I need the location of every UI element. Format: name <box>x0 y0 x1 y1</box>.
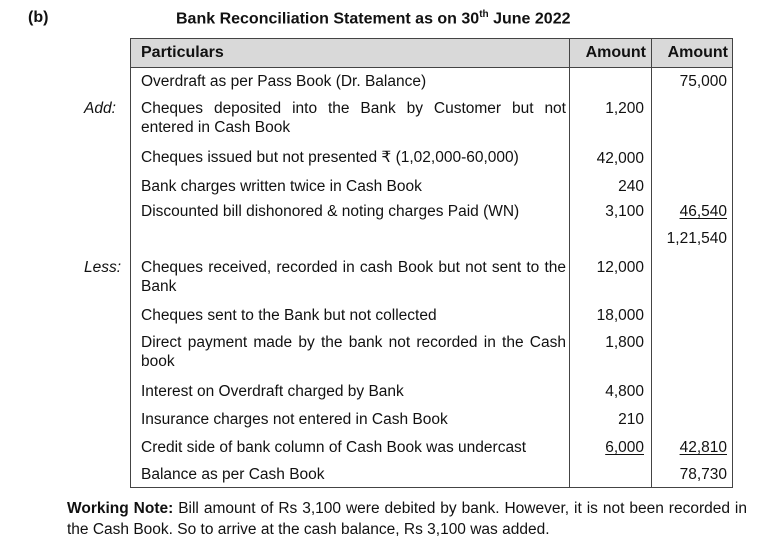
row-amount-1: 1,200 <box>605 100 644 117</box>
working-note <box>67 498 747 540</box>
row-amount-1: 240 <box>618 178 644 195</box>
row-particular: Cheques deposited into the Bank by Customer but not entered in Cash Book <box>141 100 566 136</box>
row-particular: Discounted bill dishonored & noting charges Paid (WN) <box>141 203 520 220</box>
working-note-text: Bill amount of Rs 3,100 were debited by bank. However, it is not been recorded in the Cash Book. So to arrive at the cash balance, Rs 3,100 was added. <box>67 500 747 538</box>
less-last-item: 6,000 <box>605 439 644 456</box>
row-particular: Cheques issued but not presented ₹ (1,02,000-60,000) <box>141 149 519 166</box>
row-amount-1: 42,000 <box>596 150 644 167</box>
row-amount-1 <box>570 438 644 457</box>
row-amount-2 <box>650 438 727 457</box>
table-border <box>651 38 652 488</box>
row-amount-2 <box>650 202 727 221</box>
working-note-label: Working Note: <box>67 500 174 517</box>
row-particular: Cheques received, recorded in cash Book but not sent to the Bank <box>141 259 566 295</box>
row-amount-1: 4,800 <box>605 383 644 400</box>
table-border <box>130 38 733 39</box>
row-side-label: Add: <box>84 100 116 117</box>
header-amount-1: Amount <box>585 44 646 61</box>
table-border <box>130 487 733 488</box>
row-amount-1: 18,000 <box>596 307 644 324</box>
row-particular: Interest on Overdraft charged by Bank <box>141 383 404 400</box>
title-sup: th <box>479 9 489 20</box>
table-border <box>732 38 733 488</box>
row-amount-2: 78,730 <box>679 466 727 483</box>
row-particular: Direct payment made by the bank not recorded in the Cash book <box>141 334 566 370</box>
statement-title <box>176 9 570 28</box>
row-amount-1: 3,100 <box>605 203 644 220</box>
row-side-label: Less: <box>84 259 122 276</box>
add-subtotal: 46,540 <box>679 203 727 220</box>
row-particular: Overdraft as per Pass Book (Dr. Balance) <box>141 73 427 90</box>
row-amount-2: 1,21,540 <box>666 230 727 247</box>
title-text: Bank Reconciliation Statement as on 30 <box>176 10 480 28</box>
row-amount-1: 12,000 <box>596 259 644 276</box>
table-border <box>130 38 131 488</box>
table-border <box>130 67 733 68</box>
row-particular: Credit side of bank column of Cash Book was undercast <box>141 439 527 456</box>
title-rest: June 2022 <box>488 10 571 28</box>
row-particular: Balance as per Cash Book <box>141 466 325 483</box>
less-subtotal: 42,810 <box>679 439 727 456</box>
row-particular: Cheques sent to the Bank but not collected <box>141 307 437 324</box>
header-amount-2: Amount <box>667 44 728 61</box>
reconciliation-table <box>80 38 733 488</box>
row-amount-1: 210 <box>618 411 644 428</box>
row-particular: Insurance charges not entered in Cash Book <box>141 411 448 428</box>
header-particulars: Particulars <box>141 44 224 61</box>
row-amount-1: 1,800 <box>605 334 644 351</box>
row-amount-2: 75,000 <box>679 73 727 90</box>
row-particular: Bank charges written twice in Cash Book <box>141 178 422 195</box>
section-label: (b) <box>28 9 49 26</box>
